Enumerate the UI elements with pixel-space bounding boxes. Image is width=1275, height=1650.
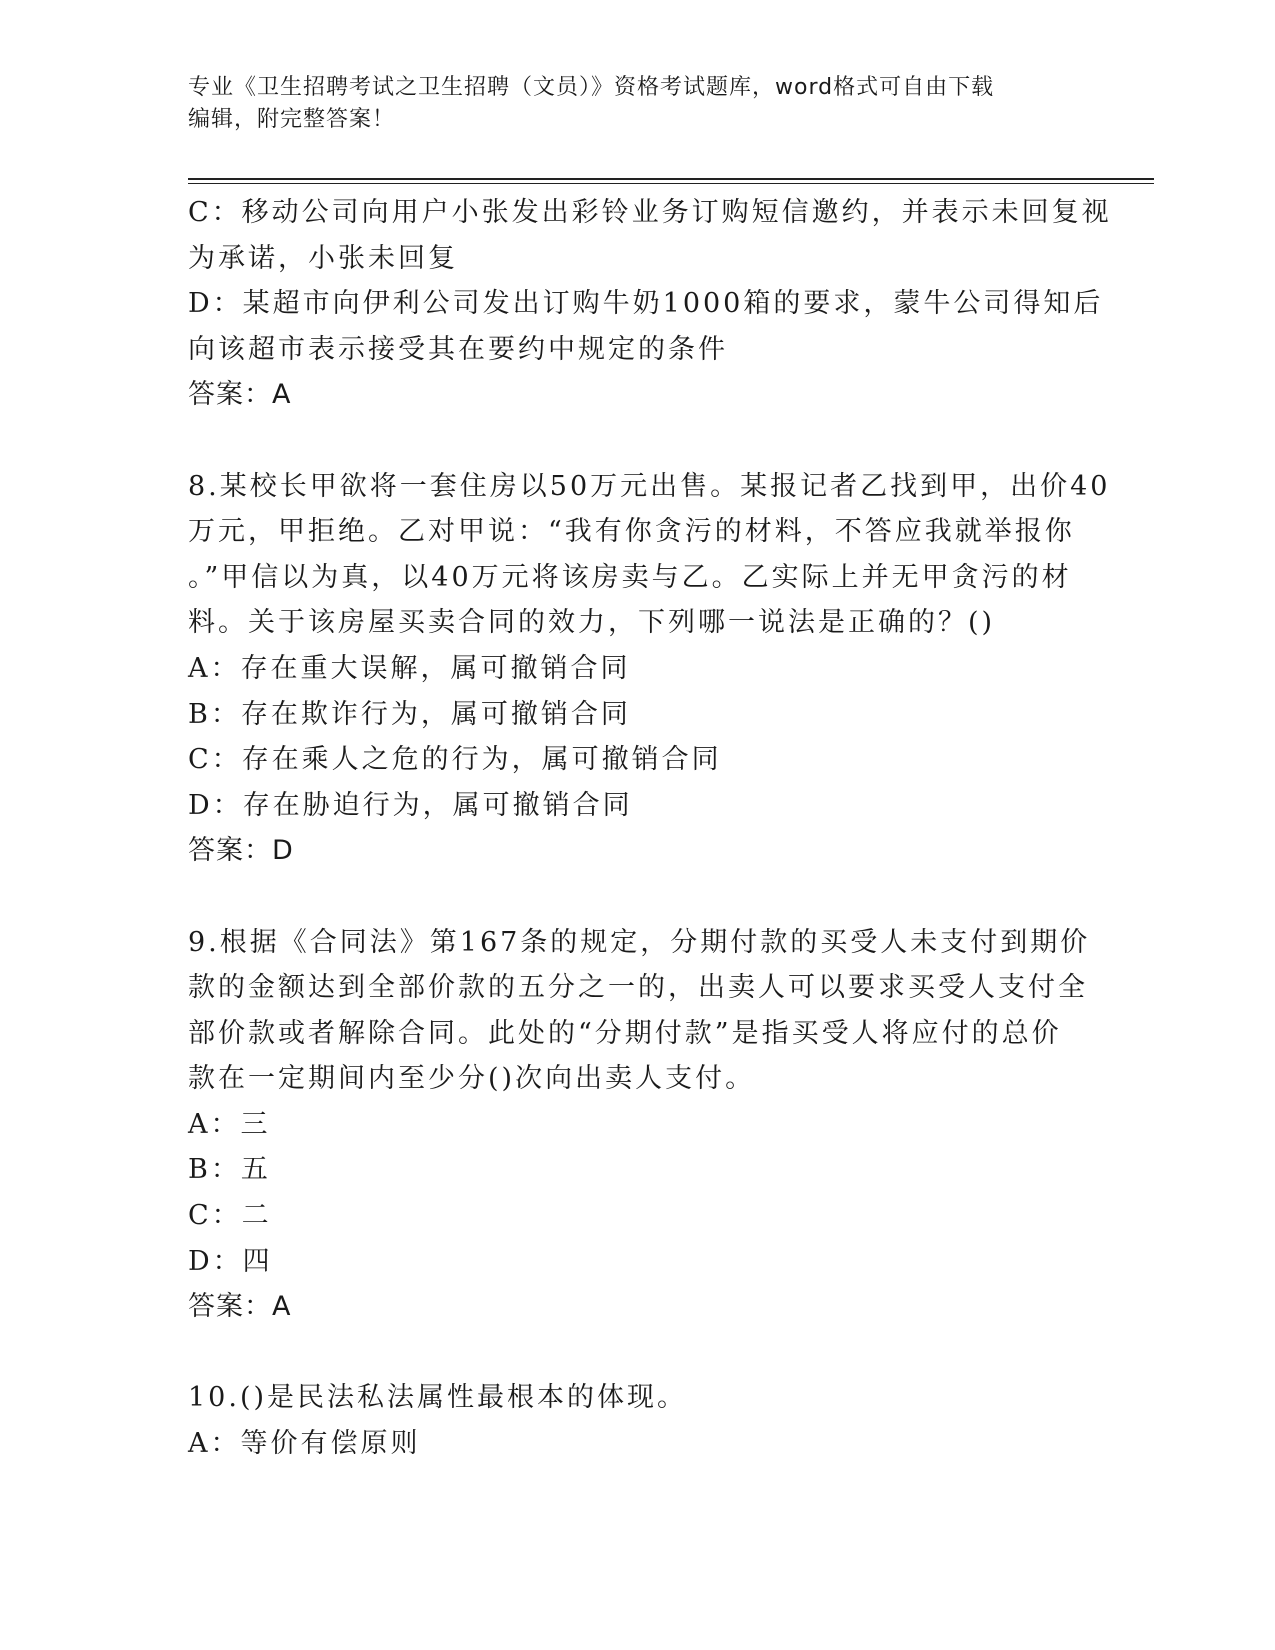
question-8: [188, 464, 1111, 874]
question-10: [188, 1375, 1088, 1466]
header-line-1: 专业《卫生招聘考试之卫生招聘（文员）》资格考试题库，word格式可自由下载: [188, 75, 995, 100]
answer: 答案：D: [188, 835, 294, 867]
spacer: [188, 874, 1088, 920]
document-header: [188, 72, 1088, 136]
question-9: [188, 920, 1091, 1330]
option-c-line-2: 为承诺，小张未回复: [188, 242, 458, 274]
option-c: C：二: [188, 1200, 272, 1232]
question-continued: [188, 190, 1112, 418]
answer: 答案：A: [188, 379, 292, 411]
spacer: [188, 418, 1088, 464]
option-a: A：存在重大误解，属可撤销合同: [188, 652, 631, 684]
header-line-2: 编辑，附完整答案！: [188, 107, 396, 132]
option-d: D：四: [188, 1245, 273, 1277]
option-d: D：存在胁迫行为，属可撤销合同: [188, 789, 633, 821]
option-c-line-1: C：移动公司向用户小张发出彩铃业务订购短信邀约，并表示未回复视: [188, 197, 1112, 228]
header-rule-thick: [188, 178, 1154, 180]
option-a: A：等价有偿原则: [188, 1428, 421, 1460]
question-stem-line: 万元，甲拒绝。乙对甲说：“我有你贪污的材料，不答应我就举报你: [188, 516, 1075, 548]
spacer: [188, 1330, 1088, 1376]
question-stem-line: 10.()是民法私法属性最根本的体现。: [188, 1382, 688, 1414]
header-rule-thin: [188, 183, 1154, 184]
question-stem-line: 。”甲信以为真，以40万元将该房卖与乙。乙实际上并无甲贪污的材: [188, 561, 1072, 593]
question-stem-line: 料。关于该房屋买卖合同的效力，下列哪一说法是正确的？(): [188, 607, 996, 639]
question-stem-line: 8.某校长甲欲将一套住房以50万元出售。某报记者乙找到甲，出价40: [188, 470, 1111, 502]
answer: 答案：A: [188, 1291, 292, 1323]
option-d-line-2: 向该超市表示接受其在要约中规定的条件: [188, 333, 728, 365]
option-c: C：存在乘人之危的行为，属可撤销合同: [188, 744, 722, 776]
option-b: B：五: [188, 1154, 271, 1186]
question-stem-line: 款在一定期间内至少分()次向出卖人支付。: [188, 1063, 756, 1095]
option-d-line-1: D：某超市向伊利公司发出订购牛奶1000箱的要求，蒙牛公司得知后: [188, 288, 1104, 320]
question-stem-line: 款的金额达到全部价款的五分之一的，出卖人可以要求买受人支付全: [188, 972, 1088, 1004]
document-body: [188, 190, 1112, 1467]
question-stem-line: 部价款或者解除合同。此处的“分期付款”是指买受人将应付的总价: [188, 1017, 1062, 1049]
question-stem-line: 9.根据《合同法》第167条的规定，分期付款的买受人未支付到期价: [188, 926, 1091, 958]
option-a: A：三: [188, 1108, 271, 1140]
option-b: B：存在欺诈行为，属可撤销合同: [188, 698, 631, 730]
